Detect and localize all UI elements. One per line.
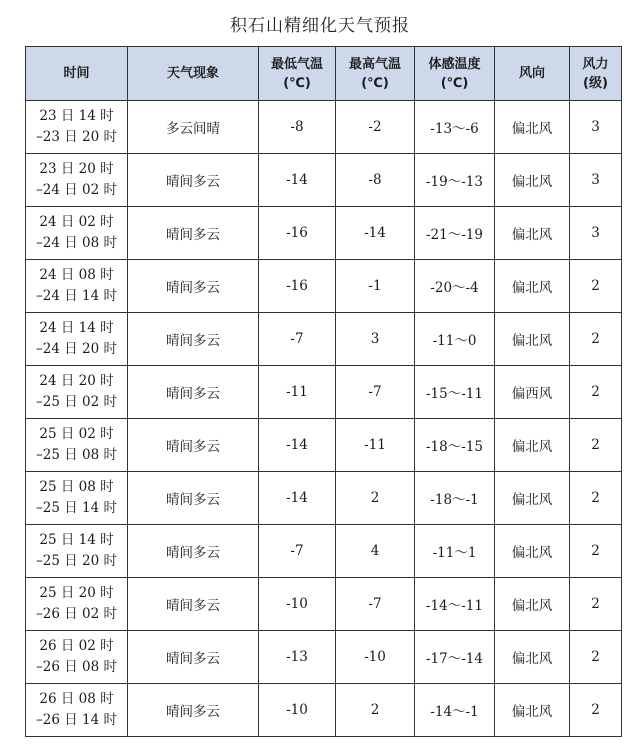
table-row: [26, 313, 622, 366]
header-feel-temp: [415, 47, 495, 101]
time-start: 24 日 20 时: [39, 373, 114, 389]
time-start: 24 日 02 时: [39, 214, 114, 230]
wind-level-cell: 2: [570, 472, 622, 525]
wind-direction-cell: 偏北风: [495, 472, 570, 525]
table-row: [26, 578, 622, 631]
time-start: 23 日 14 时: [39, 108, 114, 124]
wind-level-cell: 2: [570, 525, 622, 578]
time-start: 26 日 08 时: [39, 691, 114, 707]
wind-direction-cell: 偏北风: [495, 578, 570, 631]
header-label: 体感温度: [428, 56, 481, 72]
min-temp-cell: -14: [259, 472, 336, 525]
time-end: –25 日 02 时: [36, 394, 117, 410]
table-row: [26, 684, 622, 737]
time-cell: [26, 207, 128, 260]
wind-direction-cell: 偏北风: [495, 525, 570, 578]
feel-temp-cell: -18～-15: [415, 419, 495, 472]
wind-level-cell: 3: [570, 207, 622, 260]
time-cell: [26, 154, 128, 207]
time-end: –24 日 14 时: [36, 288, 117, 304]
max-temp-cell: -7: [336, 578, 415, 631]
table-row: [26, 207, 622, 260]
weather-cell: 晴间多云: [128, 631, 259, 684]
min-temp-cell: -10: [259, 578, 336, 631]
min-temp-cell: -11: [259, 366, 336, 419]
min-temp-cell: -7: [259, 525, 336, 578]
min-temp-cell: -7: [259, 313, 336, 366]
time-cell: [26, 684, 128, 737]
time-end: –25 日 14 时: [36, 500, 117, 516]
time-end: –26 日 02 时: [36, 606, 117, 622]
time-end: –24 日 08 时: [36, 235, 117, 251]
max-temp-cell: 4: [336, 525, 415, 578]
header-wind-direction: [495, 47, 570, 101]
weather-cell: 晴间多云: [128, 472, 259, 525]
time-start: 25 日 02 时: [39, 426, 114, 442]
time-cell: [26, 366, 128, 419]
weather-cell: 晴间多云: [128, 525, 259, 578]
header-label: 风向: [518, 66, 545, 81]
header-max-temp: [336, 47, 415, 101]
table-row: [26, 101, 622, 154]
feel-temp-cell: -19～-13: [415, 154, 495, 207]
table-body: [26, 101, 622, 737]
time-cell: [26, 631, 128, 684]
header-wind-level: [570, 47, 622, 101]
wind-level-cell: 2: [570, 684, 622, 737]
min-temp-cell: -10: [259, 684, 336, 737]
weather-cell: 晴间多云: [128, 419, 259, 472]
wind-direction-cell: 偏北风: [495, 260, 570, 313]
feel-temp-cell: -17～-14: [415, 631, 495, 684]
header-label: 时间: [63, 66, 90, 81]
table-row: [26, 525, 622, 578]
table-row: [26, 472, 622, 525]
time-cell: [26, 525, 128, 578]
wind-direction-cell: 偏北风: [495, 313, 570, 366]
max-temp-cell: 3: [336, 313, 415, 366]
time-end: –26 日 08 时: [36, 659, 117, 675]
time-start: 23 日 20 时: [39, 161, 114, 177]
header-unit: (级): [583, 75, 608, 91]
wind-level-cell: 2: [570, 260, 622, 313]
max-temp-cell: -11: [336, 419, 415, 472]
header-weather: [128, 47, 259, 101]
header-unit: (℃): [440, 75, 469, 91]
wind-level-cell: 2: [570, 631, 622, 684]
feel-temp-cell: -21～-19: [415, 207, 495, 260]
wind-direction-cell: 偏北风: [495, 419, 570, 472]
header-label: 风力: [582, 56, 609, 72]
time-cell: [26, 101, 128, 154]
wind-level-cell: 2: [570, 366, 622, 419]
header-label: 天气现象: [166, 66, 219, 81]
forecast-table: [25, 46, 622, 737]
time-start: 25 日 08 时: [39, 479, 114, 495]
wind-direction-cell: 偏北风: [495, 684, 570, 737]
table-row: [26, 366, 622, 419]
time-end: –25 日 20 时: [36, 553, 117, 569]
table-row: [26, 154, 622, 207]
feel-temp-cell: -14～-1: [415, 684, 495, 737]
time-end: –25 日 08 时: [36, 447, 117, 463]
header-unit: (℃): [283, 75, 311, 91]
wind-level-cell: 2: [570, 578, 622, 631]
feel-temp-cell: -14～-11: [415, 578, 495, 631]
table-row: [26, 419, 622, 472]
wind-direction-cell: 偏北风: [495, 207, 570, 260]
max-temp-cell: -8: [336, 154, 415, 207]
min-temp-cell: -13: [259, 631, 336, 684]
min-temp-cell: -8: [259, 101, 336, 154]
feel-temp-cell: -11～0: [415, 313, 495, 366]
header-row: [26, 47, 622, 101]
weather-cell: 晴间多云: [128, 260, 259, 313]
time-cell: [26, 313, 128, 366]
min-temp-cell: -14: [259, 419, 336, 472]
table-row: [26, 260, 622, 313]
header-label: 最低气温: [270, 56, 323, 72]
table-header: [26, 47, 622, 101]
weather-cell: 晴间多云: [128, 578, 259, 631]
feel-temp-cell: -15～-11: [415, 366, 495, 419]
time-start: 24 日 08 时: [39, 267, 114, 283]
time-cell: [26, 419, 128, 472]
max-temp-cell: -14: [336, 207, 415, 260]
time-start: 25 日 20 时: [39, 585, 114, 601]
time-cell: [26, 260, 128, 313]
wind-direction-cell: 偏北风: [495, 101, 570, 154]
max-temp-cell: 2: [336, 472, 415, 525]
time-cell: [26, 472, 128, 525]
feel-temp-cell: -18～-1: [415, 472, 495, 525]
min-temp-cell: -16: [259, 207, 336, 260]
wind-level-cell: 3: [570, 154, 622, 207]
time-start: 26 日 02 时: [39, 638, 114, 654]
table-row: [26, 631, 622, 684]
max-temp-cell: -7: [336, 366, 415, 419]
time-start: 24 日 14 时: [39, 320, 114, 336]
wind-level-cell: 2: [570, 313, 622, 366]
time-end: –24 日 20 时: [36, 341, 117, 357]
min-temp-cell: -14: [259, 154, 336, 207]
wind-direction-cell: 偏北风: [495, 631, 570, 684]
weather-cell: 多云间晴: [128, 101, 259, 154]
min-temp-cell: -16: [259, 260, 336, 313]
header-unit: (℃): [361, 75, 389, 91]
feel-temp-cell: -20～-4: [415, 260, 495, 313]
max-temp-cell: -2: [336, 101, 415, 154]
header-time: [26, 47, 128, 101]
wind-direction-cell: 偏西风: [495, 366, 570, 419]
max-temp-cell: -1: [336, 260, 415, 313]
time-end: –23 日 20 时: [36, 129, 117, 145]
page-title: 积石山精细化天气预报: [230, 16, 410, 36]
feel-temp-cell: -11～1: [415, 525, 495, 578]
header-label: 最高气温: [348, 56, 401, 72]
wind-level-cell: 3: [570, 101, 622, 154]
max-temp-cell: -10: [336, 631, 415, 684]
weather-cell: 晴间多云: [128, 684, 259, 737]
wind-direction-cell: 偏北风: [495, 154, 570, 207]
time-start: 25 日 14 时: [39, 532, 114, 548]
feel-temp-cell: -13～-6: [415, 101, 495, 154]
weather-cell: 晴间多云: [128, 154, 259, 207]
time-cell: [26, 578, 128, 631]
header-min-temp: [259, 47, 336, 101]
weather-cell: 晴间多云: [128, 207, 259, 260]
weather-cell: 晴间多云: [128, 313, 259, 366]
time-end: –24 日 02 时: [36, 182, 117, 198]
weather-cell: 晴间多云: [128, 366, 259, 419]
wind-level-cell: 2: [570, 419, 622, 472]
time-end: –26 日 14 时: [36, 712, 117, 728]
max-temp-cell: 2: [336, 684, 415, 737]
